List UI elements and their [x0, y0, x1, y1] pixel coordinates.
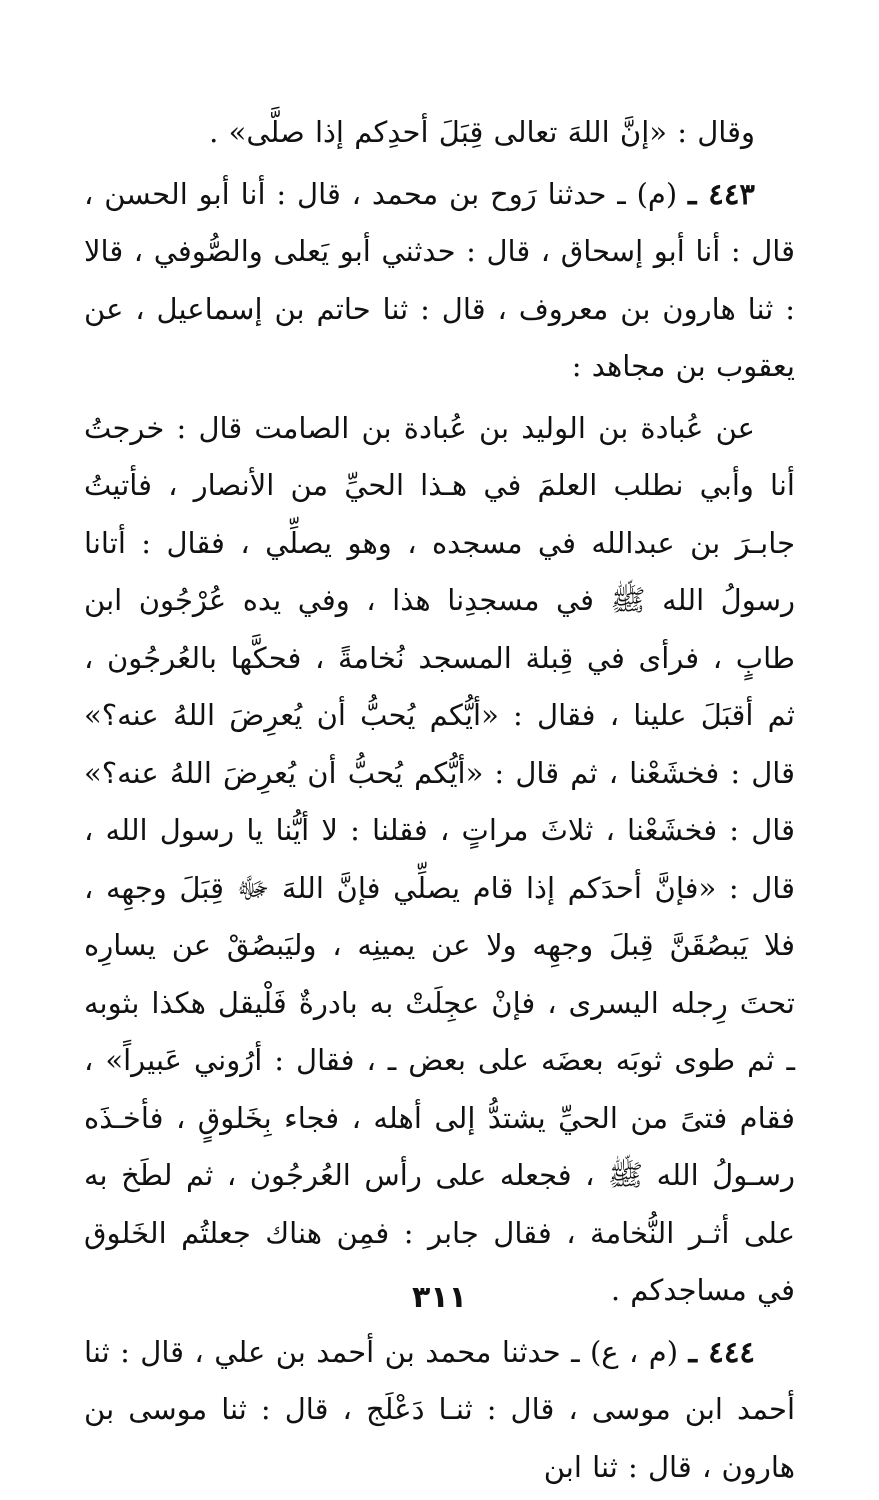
- paragraph-3: [84, 400, 795, 1320]
- hadith-number: ٤٤٤ ـ: [688, 1334, 756, 1369]
- paragraph-text: (م ، ع) ـ حدثنا محمد بن أحمد بن علي ، قال : ثنا أحمد ابن موسى ، قال : ثنـا دَعْلَج ، قال : ثنا موسى بن هارون ، قال : ثنا ابن: [84, 1334, 795, 1484]
- paragraph-1: [84, 104, 795, 162]
- paragraph-text: (م) ـ حدثنا رَوح بن محمد ، قال : أنا أبو الحسن ، قال : أنا أبو إسحاق ، قال : حدثني أبو يَعلى والصُّوفي ، قالا : ثنا هارون بن معروف ، قال : ثنا حاتم بن إسماعيل ، عن يعقوب بن مجاهد :: [84, 176, 795, 383]
- paragraph-text: وقال : «إنَّ اللهَ تعالى قِبَلَ أحدِكم إذا صلَّى» .: [209, 115, 755, 149]
- paragraph-hadith-443: [84, 166, 795, 396]
- page-number: ٣١١: [412, 1280, 467, 1315]
- paragraph-text: عن عُبادة بن الوليد بن عُبادة بن الصامت قال : خرجتُ أنا وأبي نطلب العلمَ في هـذا الحيِّ من الأنصار ، فأتيتُ جابـرَ بن عبدالله في مسجده ، وهو يصلِّي ، فقال : أتانا رسولُ الله ﷺ في مسجدِنا هذا ، وفي يده عُرْجُون ابن طابٍ ، فرأى في قِبلة المسجد نُخامةً ، فحكَّها بالعُرجُون ، ثم أقبَلَ علينا ، فقال : «أيُّكم يُحبُّ أن يُعرِضَ اللهُ عنه؟» قال : فخشَعْنا ، ثم قال : «أيُّكم يُحبُّ أن يُعرِضَ اللهُ عنه؟» قال : فخشَعْنا ، ثلاثَ مراتٍ ، فقلنا : لا أيُّنا يا رسول الله ، قال : «فإنَّ أحدَكم إذا قام يصلِّي فإنَّ اللهَ ﷻ قِبَلَ وجهِه ، فلا يَبصُقَنَّ قِبلَ وجهِه ولا عن يمينِه ، وليَبصُقْ عن يسارِه تحتَ رِجله اليسرى ، فإنْ عجِلَتْ به بادرةٌ فَلْيقل هكذا بثوبه ـ ثم طوى ثوبَه بعضَه على بعض ـ ، فقال : أرُوني عَبيراً» ، فقام فتىً من الحيِّ يشتدُّ إلى أهله ، فجاء بِخَلوقٍ ، فأخـذَه رسـولُ الله ﷺ ، فجعله على رأس العُرجُون ، ثم لطَخ به على أثـر النُّخامة ، فقال جابر : فمِن هناك جعلتُم الخَلوق في مساجدكم .: [84, 410, 795, 1307]
- paragraph-hadith-444: [84, 1324, 795, 1497]
- hadith-number: ٤٤٣ ـ: [688, 176, 756, 211]
